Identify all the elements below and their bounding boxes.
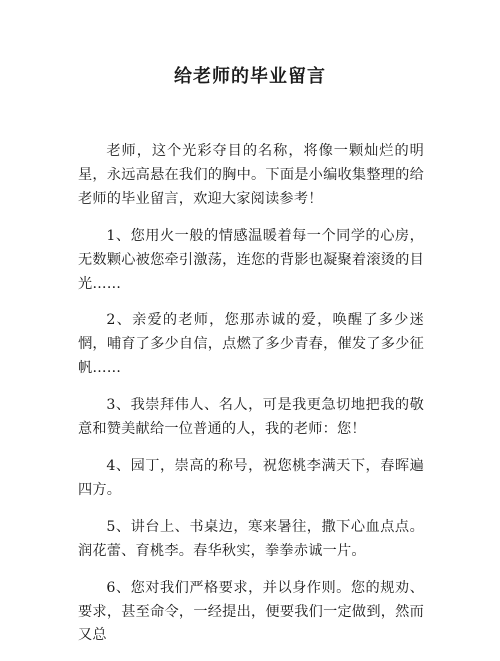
message-paragraph-3: 3、我崇拜伟人、名人，可是我更急切地把我的敬意和赞美献给一位普通的人，我的老师：您！ xyxy=(78,397,424,438)
message-paragraph-2: 2、亲爱的老师，您那赤诚的爱，唤醒了多少迷惘，哺育了多少自信，点燃了多少青春，催发了多少征帆…… xyxy=(78,312,424,377)
message-paragraph-5: 5、讲台上、书桌边，寒来暑往，撒下心血点点。润花蕾、育桃李。春华秋实，拳拳赤诚一片。 xyxy=(78,518,424,559)
message-paragraph-6: 6、您对我们严格要求，并以身作则。您的规劝、要求，甚至命令，一经提出，便要我们一定做到，然而又总 xyxy=(78,579,424,644)
message-paragraph-1: 1、您用火一般的情感温暖着每一个同学的心房，无数颗心被您牵引激荡，连您的背影也凝聚着滚烫的目光…… xyxy=(78,227,424,292)
document-title: 给老师的毕业留言 xyxy=(174,66,326,87)
intro-paragraph: 老师，这个光彩夺目的名称，将像一颗灿烂的明星，永远高悬在我们的胸中。下面是小编收集整理的给老师的毕业留言，欢迎大家阅读参考！ xyxy=(78,143,424,207)
document-body xyxy=(78,140,424,661)
message-paragraph-4: 4、园丁，崇高的称号，祝您桃李满天下，春晖遍四方。 xyxy=(78,457,424,498)
